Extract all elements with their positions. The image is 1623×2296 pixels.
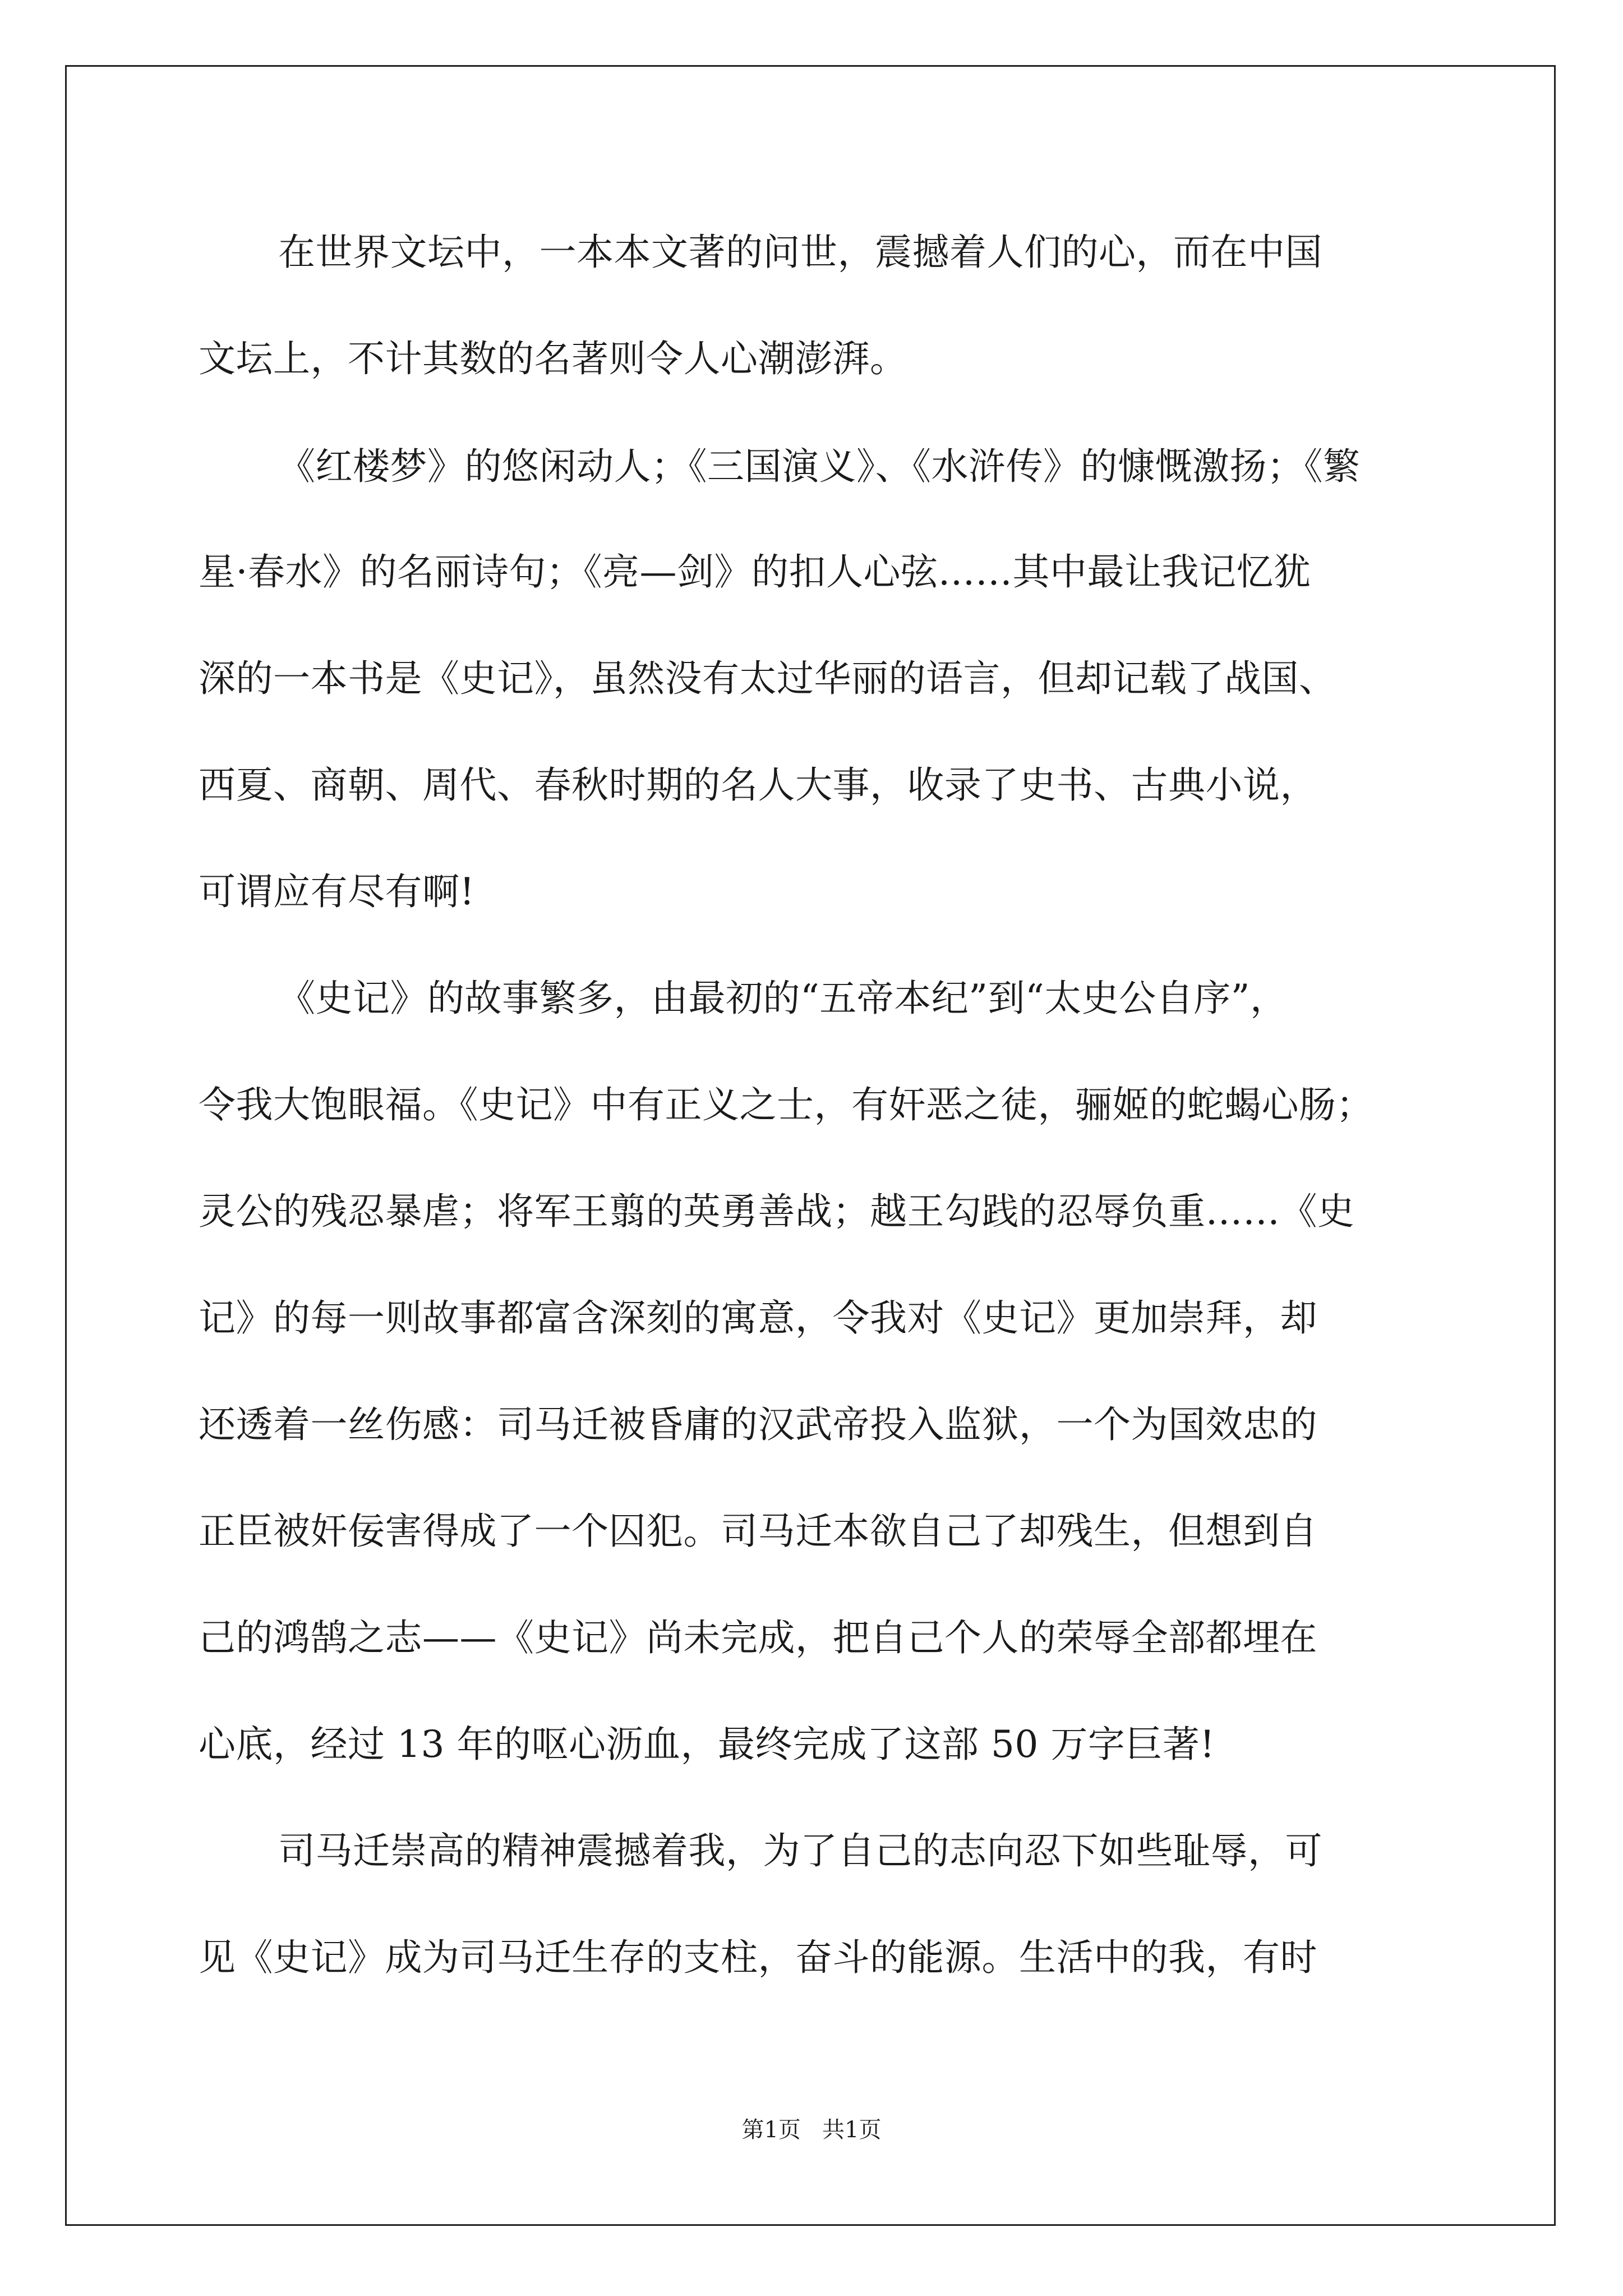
text-line: 己的鸿鹄之志——《史记》尚未完成，把自己个人的荣辱全部都埋在 (199, 1616, 1317, 1659)
text-line: 《红楼梦》的悠闲动人；《三国演义》、《水浒传》的慷慨激扬；《繁 (278, 445, 1361, 488)
text-line: 西夏、商朝、周代、春秋时期的名人大事，收录了史书、古典小说， (199, 763, 1317, 807)
text-line: 还透着一丝伤感：司马迁被昏庸的汉武帝投入监狱，一个为国效忠的 (199, 1403, 1317, 1446)
page-number-footer: 第1页 共1页 (741, 2117, 882, 2143)
text-line: 《史记》的故事繁多，由最初的“五帝本纪”到“太史公自序”， (278, 977, 1288, 1020)
text-line: 见《史记》成为司马迁生存的支柱，奋斗的能源。生活中的我，有时 (199, 1936, 1317, 1979)
text-line: 深的一本书是《史记》，虽然没有太过华丽的语言，但却记载了战国、 (199, 657, 1336, 700)
text-line: 可谓应有尽有啊! (199, 870, 475, 913)
text-line: 心底，经过 13 年的呕心沥血，最终完成了这部 50 万字巨著! (199, 1723, 1215, 1766)
text-line: 正臣被奸佞害得成了一个囚犯。司马迁本欲自己了却残生，但想到自 (199, 1510, 1317, 1553)
text-line: 灵公的残忍暴虐；将军王翦的英勇善战；越王勾践的忍辱负重……《史 (199, 1190, 1355, 1233)
text-line: 文坛上，不计其数的名著则令人心潮澎湃。 (199, 337, 907, 380)
page-border (65, 65, 1556, 2226)
text-line: 令我大饱眼福。《史记》中有正义之士，有奸恶之徒，骊姬的蛇蝎心肠； (199, 1083, 1373, 1126)
text-line: 在世界文坛中，一本本文著的问世，震撼着人们的心，而在中国 (278, 231, 1322, 274)
text-line: 记》的每一则故事都富含深刻的寓意，令我对《史记》更加崇拜，却 (199, 1296, 1317, 1340)
text-line: 星·春水》的名丽诗句；《亮—剑》的扣人心弦……其中最让我记忆犹 (199, 550, 1311, 593)
text-line: 司马迁崇高的精神震撼着我，为了自己的志向忍下如些耻辱，可 (278, 1829, 1322, 1872)
